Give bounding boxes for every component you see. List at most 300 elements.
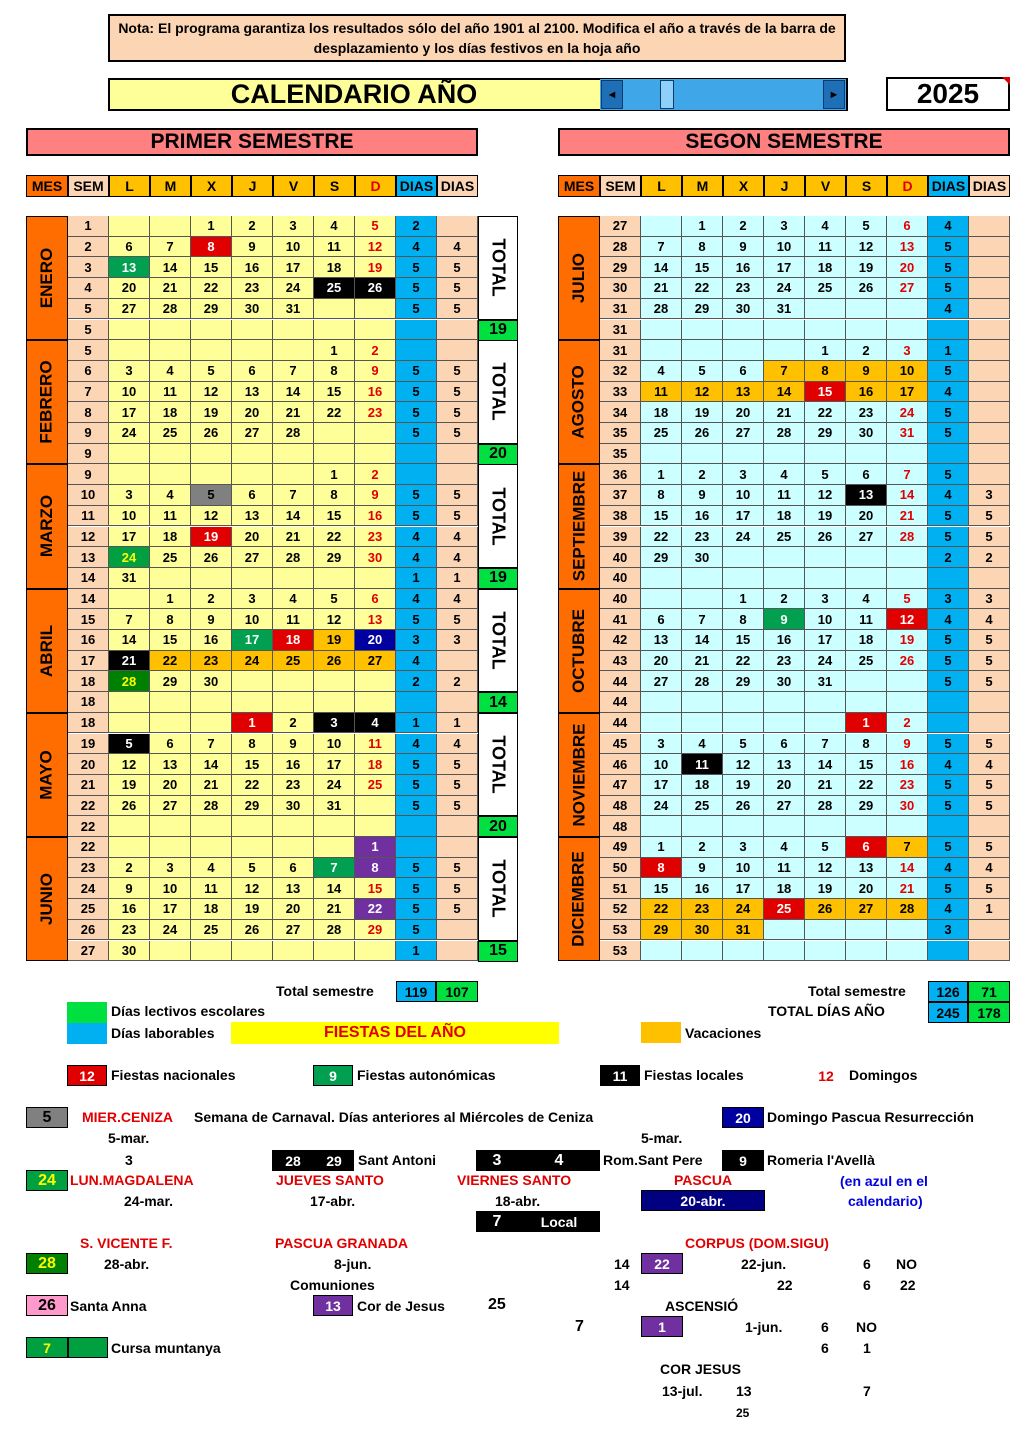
total-box	[478, 589, 518, 693]
day-cell: 18	[273, 630, 314, 651]
day-cell: 28	[887, 899, 928, 920]
week-number: 31	[600, 320, 641, 341]
dias-lectivos	[969, 920, 1010, 941]
azul-note-1: (en azul en el	[840, 1173, 928, 1189]
day-cell: 18	[846, 630, 887, 651]
day-cell	[641, 340, 682, 361]
day-cell: 1	[723, 589, 764, 610]
dias-lectivos	[437, 837, 478, 858]
day-cell: 17	[109, 402, 150, 423]
day-cell	[764, 340, 805, 361]
corpus-22b: 22	[900, 1277, 916, 1293]
month-total: 20	[478, 444, 518, 465]
day-cell	[232, 671, 273, 692]
day-cell: 6	[764, 734, 805, 755]
dias-laborables: 3	[928, 589, 969, 610]
page-title: CALENDARIO AÑO	[230, 79, 478, 109]
header-dias-9: DIAS	[928, 175, 969, 197]
day-cell: 28	[887, 527, 928, 548]
dias-laborables: 4	[928, 899, 969, 920]
total-label: TOTAL	[488, 611, 509, 670]
day-cell: 7	[682, 609, 723, 630]
week-number: 4	[68, 278, 109, 299]
day-cell: 30	[355, 547, 396, 568]
day-cell: 7	[109, 609, 150, 630]
week-number: 44	[600, 692, 641, 713]
week-number: 42	[600, 630, 641, 651]
dias-laborables	[396, 692, 437, 713]
day-cell	[805, 692, 846, 713]
dias-lectivos	[969, 361, 1010, 382]
day-cell: 5	[723, 734, 764, 755]
header-l-2: L	[109, 175, 150, 197]
day-cell: 6	[723, 361, 764, 382]
day-cell: 25	[682, 796, 723, 817]
day-cell: 12	[805, 858, 846, 879]
dias-laborables	[928, 692, 969, 713]
header-row-semester-2	[558, 175, 1010, 199]
dias-laborables: 5	[928, 257, 969, 278]
day-cell: 30	[232, 299, 273, 320]
day-cell	[109, 589, 150, 610]
dias-laborables: 5	[396, 257, 437, 278]
dias-lectivos: 5	[437, 858, 478, 879]
day-cell	[150, 837, 191, 858]
corpus-swatch: 22	[641, 1253, 683, 1274]
total-box	[478, 464, 518, 568]
day-cell: 29	[723, 671, 764, 692]
month-label: JUNIO	[37, 873, 56, 926]
legend-autonomicas-swatch: 9	[313, 1065, 353, 1086]
day-cell: 10	[232, 609, 273, 630]
day-cell: 29	[232, 796, 273, 817]
day-cell: 6	[232, 485, 273, 506]
pascua-res-label: Domingo Pascua Resurrección	[767, 1109, 974, 1125]
antoni-swatch-1: 28	[272, 1150, 314, 1171]
day-cell	[805, 299, 846, 320]
dias-laborables	[396, 837, 437, 858]
day-cell: 6	[355, 589, 396, 610]
day-cell	[723, 941, 764, 962]
day-cell	[150, 713, 191, 734]
day-cell: 10	[887, 361, 928, 382]
dias-laborables: 5	[396, 361, 437, 382]
day-cell: 14	[273, 506, 314, 527]
legend-autonomicas-label: Fiestas autonómicas	[357, 1067, 496, 1083]
dias-lectivos: 5	[969, 837, 1010, 858]
day-cell: 8	[641, 858, 682, 879]
day-cell: 24	[273, 278, 314, 299]
day-cell: 21	[314, 899, 355, 920]
day-cell: 23	[682, 899, 723, 920]
day-cell	[314, 671, 355, 692]
dias-lectivos: 5	[969, 527, 1010, 548]
day-cell: 21	[273, 527, 314, 548]
day-cell: 9	[846, 361, 887, 382]
day-cell: 4	[682, 734, 723, 755]
day-cell: 19	[191, 527, 232, 548]
day-cell: 28	[191, 796, 232, 817]
day-cell: 14	[641, 257, 682, 278]
day-cell: 5	[232, 858, 273, 879]
dias-lectivos: 3	[969, 589, 1010, 610]
day-cell: 15	[314, 506, 355, 527]
dias-lectivos: 1	[437, 568, 478, 589]
day-cell: 31	[109, 568, 150, 589]
day-cell	[846, 444, 887, 465]
dias-lectivos: 4	[437, 527, 478, 548]
day-cell	[191, 340, 232, 361]
dias-laborables: 5	[928, 237, 969, 258]
scroll-thumb[interactable]	[660, 80, 674, 109]
day-cell: 15	[723, 630, 764, 651]
day-cell: 28	[314, 920, 355, 941]
day-cell: 10	[273, 237, 314, 258]
day-cell: 16	[682, 878, 723, 899]
week-number: 5	[68, 299, 109, 320]
dias-lectivos	[969, 382, 1010, 403]
dias-laborables: 5	[928, 671, 969, 692]
day-cell: 17	[764, 257, 805, 278]
day-cell: 28	[150, 299, 191, 320]
dias-lectivos	[437, 941, 478, 962]
day-cell: 15	[150, 630, 191, 651]
month-agosto	[558, 340, 600, 464]
day-cell	[314, 299, 355, 320]
day-cell	[355, 568, 396, 589]
day-cell: 13	[273, 878, 314, 899]
week-number: 26	[68, 920, 109, 941]
day-cell	[723, 713, 764, 734]
dias-laborables	[928, 713, 969, 734]
month-label: AGOSTO	[569, 365, 588, 439]
dias-lectivos	[437, 692, 478, 713]
day-cell: 28	[641, 299, 682, 320]
day-cell: 4	[805, 216, 846, 237]
day-cell	[355, 941, 396, 962]
day-cell	[355, 796, 396, 817]
header-d-8: D	[887, 175, 928, 197]
dias-lectivos	[969, 320, 1010, 341]
day-cell: 1	[314, 464, 355, 485]
total-box	[478, 837, 518, 941]
week-number: 39	[600, 527, 641, 548]
day-cell: 19	[887, 630, 928, 651]
day-cell	[682, 941, 723, 962]
month-label: ABRIL	[37, 624, 57, 677]
dias-lectivos	[437, 320, 478, 341]
dias-lectivos: 4	[437, 589, 478, 610]
header-x-4: X	[191, 175, 232, 197]
day-cell: 8	[314, 485, 355, 506]
day-cell	[764, 444, 805, 465]
week-number: 6	[68, 361, 109, 382]
day-cell: 24	[887, 402, 928, 423]
dias-lectivos: 5	[437, 257, 478, 278]
day-cell: 23	[355, 527, 396, 548]
day-cell: 30	[682, 547, 723, 568]
day-cell: 12	[232, 878, 273, 899]
day-cell	[682, 340, 723, 361]
dias-laborables: 5	[396, 920, 437, 941]
dias-laborables: 1	[396, 713, 437, 734]
day-cell: 29	[355, 920, 396, 941]
day-cell: 3	[764, 216, 805, 237]
day-cell: 21	[682, 651, 723, 672]
dias-laborables: 1	[396, 568, 437, 589]
day-cell: 22	[682, 278, 723, 299]
comment-marker-icon	[1002, 77, 1010, 85]
day-cell	[150, 216, 191, 237]
week-number: 47	[600, 775, 641, 796]
month-label: SEPTIEMBRE	[569, 471, 588, 582]
month-junio	[26, 837, 68, 961]
dias-laborables: 4	[928, 754, 969, 775]
week-number: 18	[68, 692, 109, 713]
day-cell: 2	[846, 340, 887, 361]
total-label: TOTAL	[488, 362, 509, 422]
dias-lectivos: 2	[437, 671, 478, 692]
header-v-6: V	[273, 175, 314, 197]
day-cell: 8	[805, 361, 846, 382]
carnaval-label: Semana de Carnaval. Días anteriores al Miércoles de Ceniza	[194, 1109, 594, 1125]
day-cell: 14	[273, 382, 314, 403]
week-number: 40	[600, 589, 641, 610]
viernes-santo-label: VIERNES SANTO	[457, 1172, 572, 1188]
month-label: MAYO	[37, 750, 57, 800]
day-cell: 20	[232, 527, 273, 548]
month-enero	[26, 216, 68, 340]
header-m-3: M	[682, 175, 723, 197]
month-julio	[558, 216, 600, 340]
day-cell: 31	[887, 423, 928, 444]
dias-lectivos: 5	[437, 796, 478, 817]
day-cell: 3	[723, 837, 764, 858]
day-cell	[273, 444, 314, 465]
day-cell: 8	[355, 858, 396, 879]
day-cell: 15	[846, 754, 887, 775]
day-cell	[191, 692, 232, 713]
total-semester-1-lectivos: 107	[436, 981, 478, 1002]
day-cell: 1	[641, 464, 682, 485]
dias-lectivos: 5	[437, 878, 478, 899]
day-cell	[805, 444, 846, 465]
day-cell: 5	[191, 485, 232, 506]
day-cell	[723, 340, 764, 361]
day-cell	[887, 941, 928, 962]
day-cell	[355, 444, 396, 465]
month-total: 19	[478, 568, 518, 589]
day-cell: 12	[682, 382, 723, 403]
day-cell: 3	[723, 464, 764, 485]
week-number: 29	[600, 257, 641, 278]
year-scrollbar[interactable]	[600, 79, 846, 110]
day-cell	[805, 713, 846, 734]
total-label: TOTAL	[488, 238, 509, 297]
day-cell: 22	[232, 775, 273, 796]
day-cell: 27	[355, 651, 396, 672]
week-number: 51	[600, 878, 641, 899]
day-cell: 16	[355, 382, 396, 403]
dias-laborables	[396, 320, 437, 341]
dias-lectivos	[969, 444, 1010, 465]
day-cell	[805, 941, 846, 962]
dias-laborables: 5	[396, 278, 437, 299]
header-v-6: V	[805, 175, 846, 197]
day-cell: 9	[109, 878, 150, 899]
scroll-right-arrow-icon[interactable]: ►	[823, 80, 845, 109]
day-cell: 23	[887, 775, 928, 796]
cor-jesus-25: 25	[736, 1406, 750, 1420]
jueves-santo-label: JUEVES SANTO	[276, 1172, 384, 1188]
day-cell: 20	[846, 878, 887, 899]
legend-locales-label: Fiestas locales	[644, 1067, 744, 1083]
day-cell: 16	[764, 630, 805, 651]
total-semester-2-lectivos: 71	[968, 981, 1010, 1002]
pascua-label: PASCUA	[674, 1172, 733, 1188]
dias-lectivos: 5	[437, 754, 478, 775]
day-cell	[191, 444, 232, 465]
day-cell: 10	[314, 734, 355, 755]
day-cell: 16	[887, 754, 928, 775]
day-cell: 25	[191, 920, 232, 941]
day-cell: 1	[682, 216, 723, 237]
total-box	[478, 713, 518, 817]
day-cell: 22	[846, 775, 887, 796]
total-semester-label-1: Total semestre	[276, 983, 374, 999]
month-label: MARZO	[37, 495, 57, 558]
dias-laborables: 4	[928, 299, 969, 320]
day-cell: 4	[150, 485, 191, 506]
dias-laborables: 2	[396, 216, 437, 237]
day-cell: 31	[273, 299, 314, 320]
dias-lectivos	[969, 402, 1010, 423]
week-number: 49	[600, 837, 641, 858]
day-cell: 18	[682, 775, 723, 796]
granada-label: PASCUA GRANADA	[275, 1235, 408, 1251]
dias-laborables: 5	[396, 858, 437, 879]
day-cell	[805, 920, 846, 941]
day-cell	[150, 340, 191, 361]
day-cell	[232, 692, 273, 713]
day-cell: 18	[314, 257, 355, 278]
day-cell: 8	[314, 361, 355, 382]
antoni-label: Sant Antoni	[358, 1152, 437, 1168]
day-cell	[805, 568, 846, 589]
day-cell: 6	[887, 216, 928, 237]
month-total: 15	[478, 941, 518, 962]
week-number: 10	[68, 485, 109, 506]
dias-laborables: 5	[396, 878, 437, 899]
week-number: 1	[68, 216, 109, 237]
day-cell: 30	[846, 423, 887, 444]
legend-laborables-swatch	[67, 1023, 107, 1044]
day-cell	[314, 444, 355, 465]
day-cell: 9	[764, 609, 805, 630]
day-cell: 4	[641, 361, 682, 382]
total-box	[478, 216, 518, 320]
day-cell: 25	[355, 775, 396, 796]
ascensio-label: ASCENSIÓ	[665, 1298, 739, 1314]
day-cell: 24	[805, 651, 846, 672]
local-swatch: 7	[476, 1211, 518, 1232]
day-cell: 16	[109, 899, 150, 920]
dias-lectivos: 5	[437, 485, 478, 506]
day-cell: 15	[355, 878, 396, 899]
day-cell: 10	[150, 878, 191, 899]
dias-laborables	[928, 568, 969, 589]
dias-lectivos: 4	[969, 609, 1010, 630]
day-cell: 5	[805, 464, 846, 485]
scroll-left-arrow-icon[interactable]: ◄	[601, 80, 623, 109]
day-cell: 23	[764, 651, 805, 672]
day-cell: 5	[314, 589, 355, 610]
month-label: FEBRERO	[37, 360, 56, 444]
week-number: 2	[68, 237, 109, 258]
day-cell: 11	[764, 485, 805, 506]
day-cell: 3	[109, 361, 150, 382]
week-number: 38	[600, 506, 641, 527]
avella-label: Romeria l'Avellà	[767, 1152, 875, 1168]
granada-14a: 14	[614, 1256, 630, 1272]
cor-25: 25	[488, 1296, 506, 1313]
day-cell	[109, 713, 150, 734]
total-year-laborables: 245	[928, 1002, 968, 1023]
dias-lectivos	[969, 257, 1010, 278]
day-cell: 12	[191, 506, 232, 527]
day-cell: 3	[273, 216, 314, 237]
day-cell: 22	[191, 278, 232, 299]
header-mes-0: MES	[558, 175, 600, 197]
day-cell: 9	[887, 734, 928, 755]
vicente-label: S. VICENTE F.	[80, 1235, 173, 1251]
day-cell	[150, 568, 191, 589]
first-semester-title: PRIMER SEMESTRE	[26, 128, 478, 156]
dias-lectivos: 5	[437, 899, 478, 920]
day-cell	[109, 444, 150, 465]
day-cell	[641, 816, 682, 837]
day-cell: 20	[887, 257, 928, 278]
legend-laborables-label: Días laborables	[111, 1025, 215, 1041]
ascensio-6: 6	[821, 1319, 829, 1335]
dias-laborables: 4	[396, 651, 437, 672]
dias-lectivos	[969, 237, 1010, 258]
day-cell: 22	[314, 402, 355, 423]
dias-laborables: 3	[396, 630, 437, 651]
day-cell: 7	[150, 237, 191, 258]
day-cell	[273, 320, 314, 341]
day-cell: 18	[805, 257, 846, 278]
day-cell: 2	[355, 340, 396, 361]
day-cell: 19	[805, 506, 846, 527]
day-cell: 31	[805, 671, 846, 692]
day-cell	[150, 941, 191, 962]
day-cell: 22	[641, 899, 682, 920]
day-cell	[846, 671, 887, 692]
dias-lectivos: 5	[437, 382, 478, 403]
day-cell	[682, 692, 723, 713]
dias-laborables: 4	[396, 589, 437, 610]
day-cell: 21	[150, 278, 191, 299]
legend-lectivos-label: Días lectivos escolares	[111, 1003, 266, 1019]
day-cell: 14	[314, 878, 355, 899]
header-s-7: S	[846, 175, 887, 197]
day-cell: 18	[764, 506, 805, 527]
dias-laborables: 1	[928, 340, 969, 361]
anna-swatch: 26	[26, 1295, 68, 1316]
week-number: 48	[600, 816, 641, 837]
dias-lectivos: 3	[969, 485, 1010, 506]
